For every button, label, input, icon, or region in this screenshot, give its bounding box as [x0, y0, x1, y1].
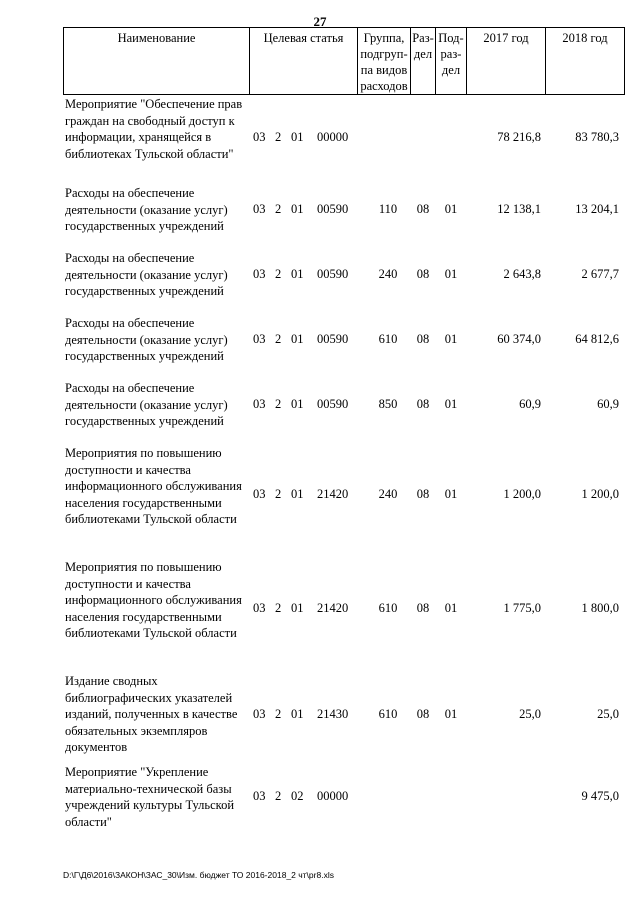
article-code-4: 00590: [317, 397, 349, 411]
value-2017: 60,9: [519, 397, 541, 411]
article-code-4: 21430: [317, 707, 349, 721]
header-group-line: Группа,: [363, 31, 405, 45]
article-code-4: 00590: [317, 267, 349, 281]
article-code-1: 03: [253, 267, 266, 281]
header-subsection-line: Под-: [438, 31, 464, 45]
subsection-code: 01: [444, 397, 458, 411]
article-code-4: 21420: [317, 601, 349, 615]
row-name: Издание сводных библиографических указателей изданий, полученных в качестве обязательных экземпляров документов: [65, 674, 238, 754]
article-code-2: 2: [275, 707, 282, 721]
header-subsection-line: раз-: [440, 47, 462, 61]
value-2018: 1 200,0: [581, 487, 619, 501]
value-2018: 13 204,1: [575, 202, 619, 216]
section-code: 08: [416, 397, 430, 411]
value-2017: 25,0: [519, 707, 541, 721]
subsection-code: 01: [444, 601, 458, 615]
article-code-1: 03: [253, 130, 266, 144]
article-code-3: 01: [291, 332, 304, 346]
header-section-line: дел: [413, 47, 433, 61]
value-2018: 25,0: [597, 707, 619, 721]
article-code-3: 02: [291, 789, 304, 803]
value-2017: 1 200,0: [503, 487, 541, 501]
header-name: Наименование: [64, 28, 250, 94]
subsection-code: 01: [444, 487, 458, 501]
value-2018: 83 780,3: [575, 130, 619, 144]
header-year-2018: 2018 год: [562, 31, 608, 45]
article-code-1: 03: [253, 601, 266, 615]
group-code: 610: [378, 601, 398, 615]
article-code-1: 03: [253, 487, 266, 501]
header-group-line: па видов: [360, 63, 408, 77]
header-group-line: подгруп-: [360, 47, 408, 61]
table-header: [63, 27, 625, 95]
row-name: Мероприятие "Обеспечение прав граждан на свободный доступ к информации, хранящейся в библиотеках Тульской области": [65, 97, 243, 161]
header-year-2017: 2017 год: [467, 28, 546, 94]
article-code-1: 03: [253, 707, 266, 721]
article-code-1: 03: [253, 202, 266, 216]
page-number: 27: [313, 14, 327, 29]
article-code-3: 01: [291, 267, 304, 281]
row-name: Расходы на обеспечение деятельности (оказание услуг) государственных учреждений: [65, 251, 228, 298]
value-2017: 60 374,0: [497, 332, 541, 346]
row-name: Мероприятия по повышению доступности и качества информационного обслуживания населения государственными библиотеками Тульской области: [65, 560, 242, 640]
article-code-2: 2: [275, 130, 282, 144]
value-2018: 60,9: [597, 397, 619, 411]
header-section-line: Раз-: [412, 31, 434, 45]
header-section: [411, 28, 436, 94]
article-code-2: 2: [275, 487, 282, 501]
article-code-4: 00000: [317, 130, 349, 144]
article-code-2: 2: [275, 601, 282, 615]
article-code-2: 2: [275, 397, 282, 411]
article-code-3: 01: [291, 487, 304, 501]
file-path-footer: D:\Г\Д6\2016\ЗАКОН\ЗАС_30\Изм. бюджет ТО 2016-2018_2 чт\pr8.xls: [63, 870, 334, 880]
article-code-3: 01: [291, 707, 304, 721]
value-2017: 1 775,0: [503, 601, 541, 615]
row-name: Расходы на обеспечение деятельности (оказание услуг) государственных учреждений: [65, 316, 228, 363]
group-code: 110: [378, 202, 398, 216]
article-code-4: 21420: [317, 487, 349, 501]
section-code: 08: [416, 202, 430, 216]
article-code-2: 2: [275, 332, 282, 346]
header-subsection-line: дел: [441, 63, 461, 77]
group-code: 240: [378, 487, 398, 501]
section-code: 08: [416, 487, 430, 501]
section-code: 08: [416, 601, 430, 615]
section-code: 08: [416, 707, 430, 721]
subsection-code: 01: [444, 332, 458, 346]
article-code-1: 03: [253, 397, 266, 411]
header-group: [358, 28, 411, 94]
subsection-code: 01: [444, 267, 458, 281]
header-group-line: расходов: [360, 79, 408, 93]
value-2018: 64 812,6: [575, 332, 619, 346]
value-2017: 78 216,8: [497, 130, 541, 144]
value-2017: 2 643,8: [503, 267, 541, 281]
row-name: Расходы на обеспечение деятельности (оказание услуг) государственных учреждений: [65, 381, 228, 428]
section-code: 08: [416, 332, 430, 346]
group-code: 850: [378, 397, 398, 411]
section-code: 08: [416, 267, 430, 281]
value-2017: 12 138,1: [497, 202, 541, 216]
article-code-3: 01: [291, 202, 304, 216]
article-code-2: 2: [275, 202, 282, 216]
value-2018: 9 475,0: [581, 789, 619, 803]
row-name: Мероприятия по повышению доступности и качества информационного обслуживания населения государственными библиотеками Тульской области: [65, 446, 242, 526]
article-code-4: 00590: [317, 332, 349, 346]
group-code: 240: [378, 267, 398, 281]
article-code-4: 00590: [317, 202, 349, 216]
article-code-1: 03: [253, 332, 266, 346]
article-code-2: 2: [275, 789, 282, 803]
row-name: Мероприятие "Укрепление материально-технической базы учреждений культуры Тульской области": [65, 765, 235, 829]
subsection-code: 01: [444, 707, 458, 721]
value-2018: 2 677,7: [581, 267, 619, 281]
article-code-4: 00000: [317, 789, 349, 803]
article-code-3: 01: [291, 130, 304, 144]
article-code-1: 03: [253, 789, 266, 803]
subsection-code: 01: [444, 202, 458, 216]
header-target-article: Целевая статья: [250, 28, 358, 94]
article-code-3: 01: [291, 601, 304, 615]
row-name: Расходы на обеспечение деятельности (оказание услуг) государственных учреждений: [65, 186, 228, 233]
value-2018: 1 800,0: [581, 601, 619, 615]
article-code-3: 01: [291, 397, 304, 411]
article-code-2: 2: [275, 267, 282, 281]
group-code: 610: [378, 332, 398, 346]
header-subsection: [436, 28, 467, 94]
group-code: 610: [378, 707, 398, 721]
